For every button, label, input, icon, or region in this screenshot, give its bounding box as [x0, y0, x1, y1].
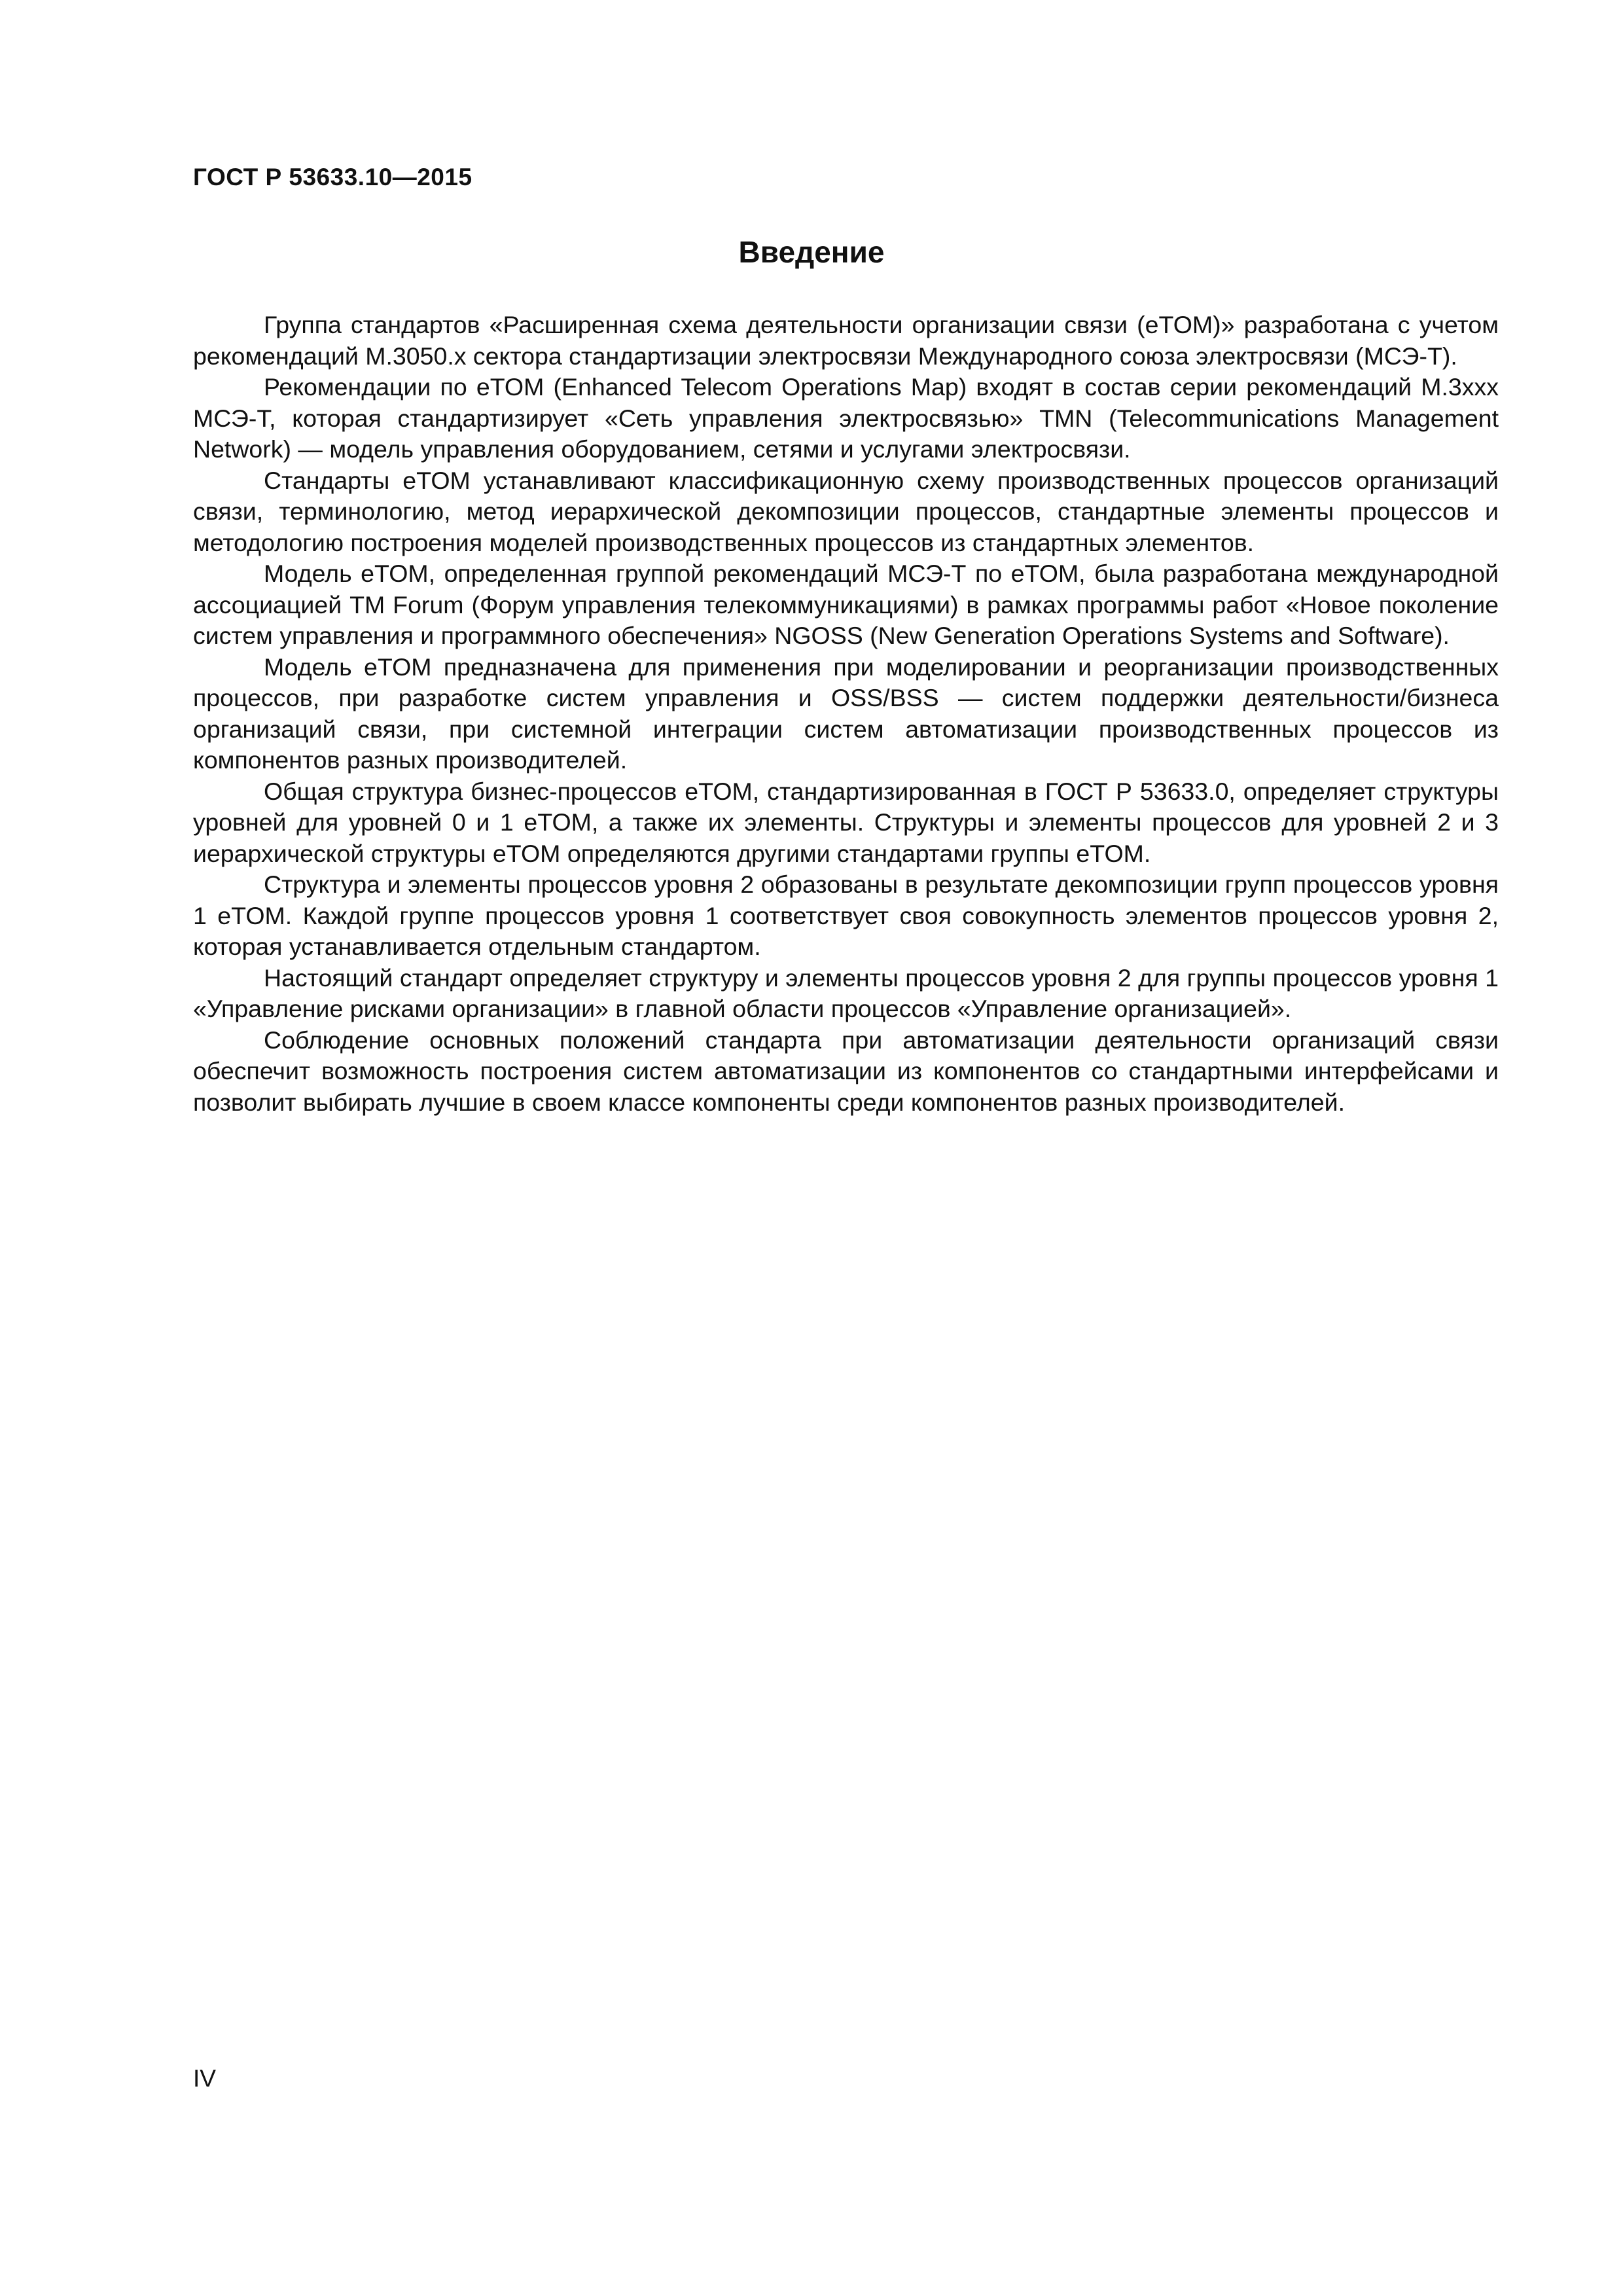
- paragraph: Стандарты eTOM устанавливают классификационную схему производственных процессов организаций связи, терминологию, метод иерархической декомпозиции процессов, стандартные элементы процессов и методологию построения моделей производственных процессов из стандартных элементов.: [193, 466, 1499, 556]
- section-title: Введение: [738, 235, 885, 269]
- paragraph: Настоящий стандарт определяет структуру и элементы процессов уровня 2 для группы процессов уровня 1 «Управление рисками организации» в главной области процессов «Управление организацией».: [193, 963, 1499, 1022]
- page-number: IV: [193, 2065, 216, 2092]
- paragraph: Структура и элементы процессов уровня 2 образованы в результате декомпозиции групп процессов уровня 1 eTOM. Каждой группе процессов уровня 1 соответствует своя совокупность элементов процессов уровня 2, которая устанавливается отдельным стандартом.: [193, 870, 1499, 960]
- paragraph: Группа стандартов «Расширенная схема деятельности организации связи (eTOM)» разработана с учетом рекомендаций M.3050.x сектора стандартизации электросвязи Международного союза электросвязи (МСЭ-Т).: [193, 311, 1499, 370]
- body-text: [193, 310, 1499, 1118]
- paragraph: Модель eTOM предназначена для применения при моделировании и реорганизации производственных процессов, при разработке систем управления и OSS/BSS — систем поддержки деятельности/бизнеса организаций связи, при системной интеграции систем автоматизации производственных процессов из компонентов разных производителей.: [193, 653, 1499, 774]
- paragraph: Общая структура бизнес-процессов eTOM, стандартизированная в ГОСТ Р 53633.0, определяет структуры уровней для уровней 0 и 1 eTOM, а также их элементы. Структуры и элементы процессов для уровней 2 и 3 иерархической структуры eTOM определяются другими стандартами группы eTOM.: [193, 777, 1499, 867]
- paragraph: Модель eTOM, определенная группой рекомендаций МСЭ-Т по eTOM, была разработана международной ассоциацией TM Forum (Форум управления телекоммуникациями) в рамках программы работ «Новое поколение систем управления и программного обеспечения» NGOSS (New Generation Operations Systems and Software).: [193, 560, 1499, 649]
- paragraph: Соблюдение основных положений стандарта при автоматизации деятельности организаций связи обеспечит возможность построения систем автоматизации из компонентов со стандартными интерфейсами и позволит выбирать лучшие в своем классе компоненты среди компонентов разных производителей.: [193, 1026, 1499, 1116]
- document-header: ГОСТ Р 53633.10—2015: [193, 164, 473, 190]
- paragraph: Рекомендации по eTOM (Enhanced Telecom Operations Map) входят в состав серии рекомендаций M.3xxx МСЭ-Т, которая стандартизирует «Сеть управления электросвязью» TMN (Telecommunications Management Network) — модель управления оборудованием, сетями и услугами электросвязи.: [193, 373, 1499, 463]
